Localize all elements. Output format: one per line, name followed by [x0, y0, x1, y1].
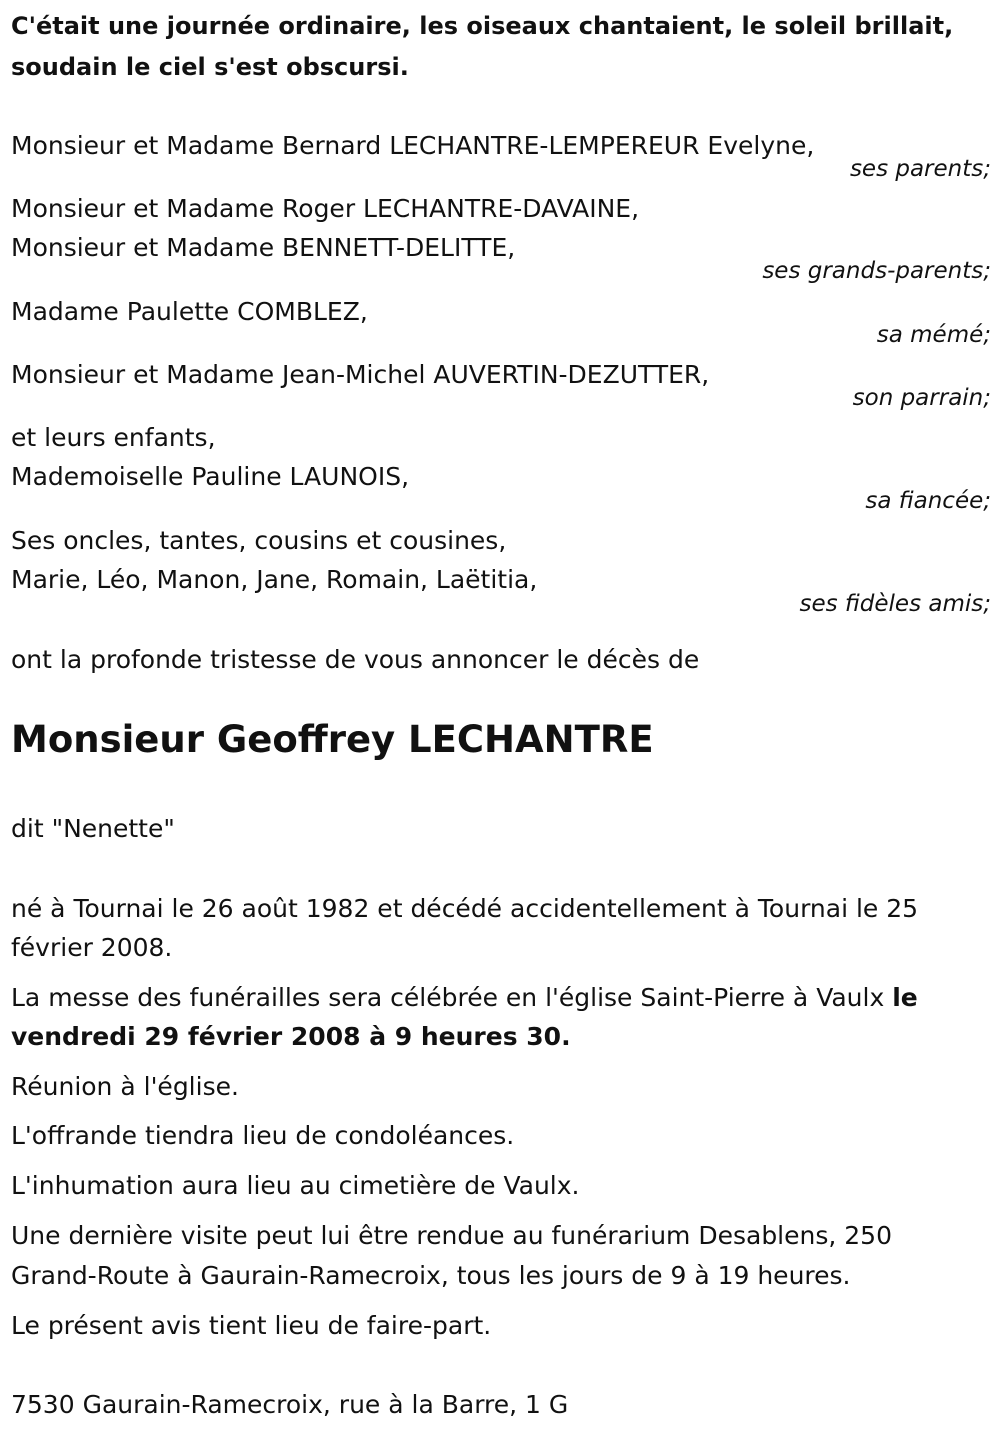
address: 7530 Gaurain-Ramecroix, rue à la Barre, 1 G — [11, 1390, 569, 1419]
notice-text: Le présent avis tient lieu de faire-part. — [11, 1311, 492, 1340]
family-parrain-names: Monsieur et Madame Jean-Michel AUVERTIN-DEZUTTER, — [11, 360, 710, 389]
funeral-mass-line-1 — [11, 982, 918, 1014]
deceased-nickname: dit "Nenette" — [11, 814, 175, 843]
relation-meme: sa mémé; — [876, 322, 991, 348]
relation-parents: ses parents; — [849, 156, 991, 182]
visit-line-1: Une dernière visite peut lui être rendue au funérarium Desablens, 250 — [11, 1221, 892, 1250]
family-friends-names: Marie, Léo, Manon, Jane, Romain, Laëtitia, — [11, 565, 538, 594]
funeral-mass-date: vendredi 29 février 2008 à 9 heures 30. — [11, 1022, 571, 1051]
family-fiancee-name: Mademoiselle Pauline LAUNOIS, — [11, 462, 410, 491]
announcement-text: ont la profonde tristesse de vous annoncer le décès de — [11, 645, 700, 674]
family-parents-names: Monsieur et Madame Bernard LECHANTRE-LEMPEREUR Evelyne, — [11, 131, 815, 160]
relation-fiancee: sa fiancée; — [865, 488, 991, 514]
deceased-name: Monsieur Geoffrey LECHANTRE — [11, 718, 654, 761]
intro-line-2: soudain le ciel s'est obscursi. — [11, 53, 409, 81]
relation-friends: ses fidèles amis; — [799, 591, 991, 617]
relation-grandparents: ses grands-parents; — [762, 258, 991, 284]
family-grandparents-names-2: Monsieur et Madame BENNETT-DELITTE, — [11, 233, 516, 262]
relation-parrain: son parrain; — [852, 385, 991, 411]
offering-text: L'offrande tiendra lieu de condoléances. — [11, 1121, 515, 1150]
meeting-text: Réunion à l'église. — [11, 1072, 239, 1101]
family-meme-name: Madame Paulette COMBLEZ, — [11, 297, 368, 326]
family-children-line: et leurs enfants, — [11, 423, 216, 452]
burial-text: L'inhumation aura lieu au cimetière de Vaulx. — [11, 1171, 580, 1200]
birth-death-line-2: février 2008. — [11, 933, 173, 962]
family-grandparents-names-1: Monsieur et Madame Roger LECHANTRE-DAVAINE, — [11, 194, 640, 223]
funeral-mass-text: La messe des funérailles sera célébrée en l'église Saint-Pierre à Vaulx — [11, 983, 893, 1012]
family-relatives-line: Ses oncles, tantes, cousins et cousines, — [11, 526, 507, 555]
birth-death-line-1: né à Tournai le 26 août 1982 et décédé accidentellement à Tournai le 25 — [11, 894, 919, 923]
funeral-mass-date-start: le — [892, 983, 918, 1012]
intro-line-1: C'était une journée ordinaire, les oiseaux chantaient, le soleil brillait, — [11, 12, 954, 40]
visit-line-2: Grand-Route à Gaurain-Ramecroix, tous les jours de 9 à 19 heures. — [11, 1261, 851, 1290]
